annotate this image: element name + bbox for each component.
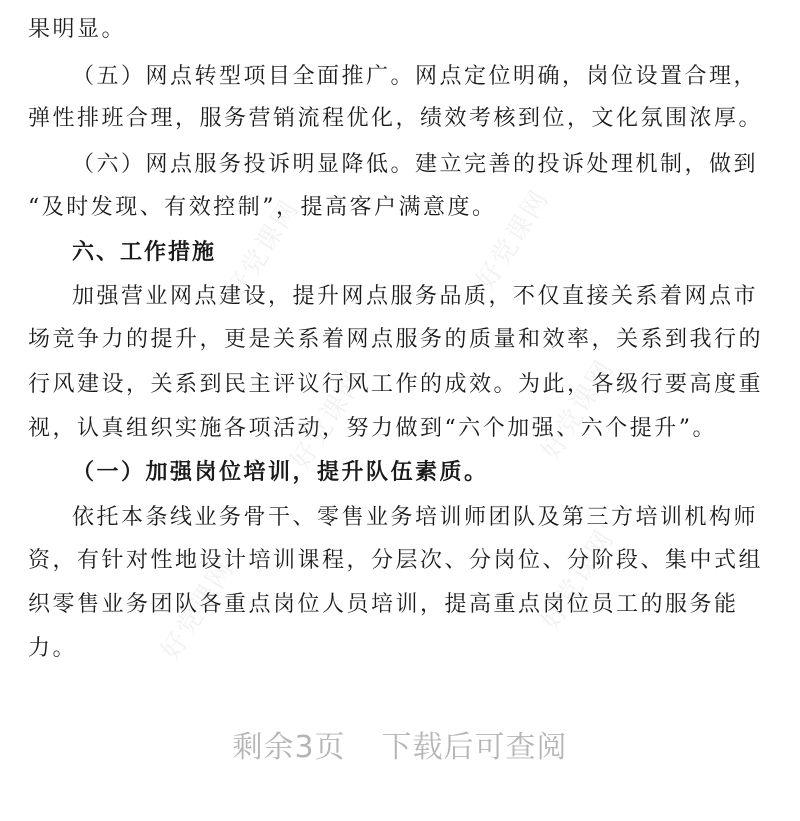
paragraph-line: 果明显。: [28, 17, 127, 42]
remaining-pages-text: 剩余3页: [232, 730, 346, 765]
subsection-heading: （一）加强岗位培训，提升队伍素质。: [72, 459, 489, 485]
paragraph-line: 织零售业务团队各重点岗位人员培训，提高重点岗位员工的服务能: [28, 592, 739, 617]
section-heading: 六、工作措施: [72, 240, 217, 265]
watermark: 好党课网: [535, 524, 621, 636]
paragraph-line: 力。: [28, 636, 78, 661]
watermark: 好党课网: [285, 364, 371, 476]
paragraph-line: （六）网点服务投诉明显降低。建立完善的投诉处理机制，做到: [72, 152, 759, 177]
watermark: 好党课网: [535, 354, 621, 466]
paragraph-line: （五）网点转型项目全面推广。网点定位明确，岗位设置合理，: [72, 64, 759, 89]
paragraph-line: 依托本条线业务骨干、零售业务培训师团队及第三方培训机构师: [72, 505, 759, 530]
paragraph-line: 加强营业网点建设，提升网点服务品质，不仅直接关系着网点市: [72, 284, 759, 309]
paragraph-line: 资，有针对性地设计培训课程，分层次、分岗位、分阶段、集中式组: [28, 548, 764, 573]
paragraph-line: “及时发现、有效控制”，提高客户满意度。: [28, 195, 497, 220]
paragraph-line: 场竞争力的提升，更是关系着网点服务的质量和效率，关系到我行的: [28, 327, 764, 352]
download-to-view-text: 下载后可查阅: [381, 730, 568, 765]
watermark: 好党课网: [470, 184, 556, 296]
paragraph-line: 行风建设，关系到民主评议行风工作的成效。为此，各级行要高度重: [28, 372, 764, 397]
paragraph-line: 视，认真组织实施各项活动，努力做到“六个加强、六个提升”。: [28, 416, 717, 441]
download-prompt[interactable]: [0, 722, 800, 766]
watermark: 好党课网: [220, 194, 306, 306]
paragraph-line: 弹性排班合理，服务营销流程优化，绩效考核到位，文化氛围浓厚。: [28, 106, 764, 131]
watermark: 好党课网: [155, 554, 241, 666]
